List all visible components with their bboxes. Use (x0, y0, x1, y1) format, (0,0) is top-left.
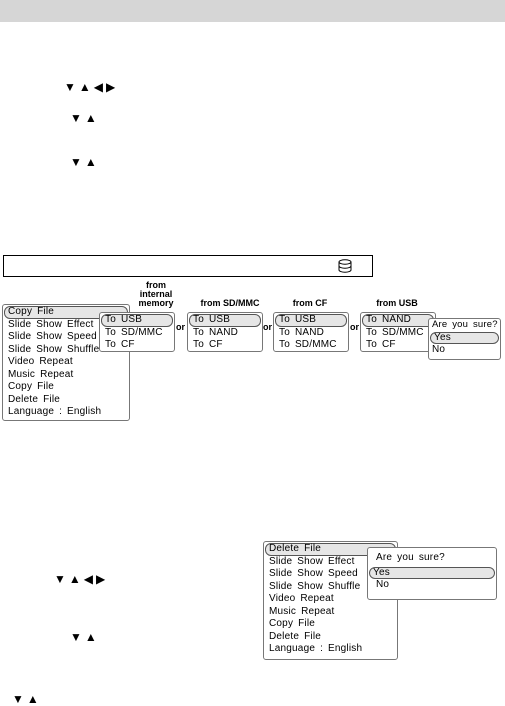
copy-destination-menu-internal (99, 312, 175, 352)
menu-item[interactable]: Slide Show Shuffle (269, 580, 361, 592)
confirm-yes-option[interactable]: Yes (430, 332, 499, 345)
destination-option-item[interactable]: To NAND (362, 314, 434, 327)
database-icon (338, 259, 352, 273)
menu-item[interactable]: Music Repeat (8, 368, 74, 380)
menu-item[interactable]: Copy File (4, 306, 128, 319)
arrow-icons-up-down: ▼▲ (70, 630, 100, 644)
or-label: or (176, 322, 185, 332)
menu-item[interactable]: Slide Show Effect (8, 318, 94, 330)
source-label-sdmmc: from SD/MMC (200, 298, 260, 308)
menu-item[interactable]: Language : English (269, 643, 363, 654)
or-label: or (263, 322, 272, 332)
destination-option-item[interactable]: To NAND (193, 326, 239, 338)
menu-item[interactable]: Copy File (8, 381, 55, 392)
destination-option-item[interactable]: To USB (275, 314, 347, 327)
menu-item[interactable]: Delete File (265, 543, 396, 556)
confirm-no-option[interactable]: No (376, 579, 390, 590)
confirm-dialog-delete (367, 547, 497, 600)
confirm-no-option[interactable]: No (432, 344, 446, 355)
or-label: or (350, 322, 359, 332)
destination-option-item[interactable]: To USB (101, 314, 173, 327)
menu-item[interactable]: Copy File (269, 618, 316, 629)
destination-option-item[interactable]: To SD/MMC (366, 326, 424, 338)
menu-item[interactable]: Music Repeat (269, 605, 335, 617)
destination-option-item[interactable]: To CF (366, 339, 396, 350)
menu-item[interactable]: Language : English (8, 406, 102, 417)
source-label-usb: from USB (376, 298, 418, 308)
arrow-icons-up-down: ▼▲ (12, 692, 42, 706)
copy-destination-menu-sdmmc (187, 312, 263, 352)
destination-option-item[interactable]: To CF (105, 339, 135, 350)
menu-item[interactable]: Slide Show Speed (8, 331, 97, 342)
source-label-internal-memory: from internal memory (138, 280, 174, 308)
section-banner (3, 255, 373, 277)
destination-option-item[interactable]: To CF (193, 339, 223, 350)
menu-item[interactable]: Slide Show Shuffle (8, 343, 100, 355)
arrow-icons-four-way: ▼▲◀▶ (64, 80, 119, 94)
menu-item[interactable]: Slide Show Speed (269, 568, 358, 579)
destination-option-item[interactable]: To SD/MMC (279, 339, 337, 350)
confirm-question: Are you sure? (376, 552, 445, 563)
confirm-yes-option[interactable]: Yes (369, 567, 495, 580)
copy-destination-menu-usb (360, 312, 436, 352)
copy-destination-menu-cf (273, 312, 349, 352)
arrow-icons-up-down: ▼▲ (70, 111, 100, 125)
menu-item[interactable]: Slide Show Effect (269, 555, 355, 567)
destination-option-item[interactable]: To USB (189, 314, 261, 327)
arrow-icons-four-way: ▼▲◀▶ (54, 572, 109, 586)
menu-item[interactable]: Delete File (8, 393, 60, 405)
confirm-dialog-copy (428, 318, 501, 360)
confirm-question: Are you sure? (432, 319, 498, 330)
menu-item[interactable]: Video Repeat (269, 593, 334, 604)
arrow-icons-up-down: ▼▲ (70, 155, 100, 169)
source-label-cf: from CF (292, 298, 328, 308)
destination-option-item[interactable]: To SD/MMC (105, 326, 163, 338)
destination-option-item[interactable]: To NAND (279, 326, 325, 338)
header-bar (0, 0, 505, 22)
menu-item[interactable]: Delete File (269, 630, 321, 642)
menu-item[interactable]: Video Repeat (8, 356, 73, 367)
